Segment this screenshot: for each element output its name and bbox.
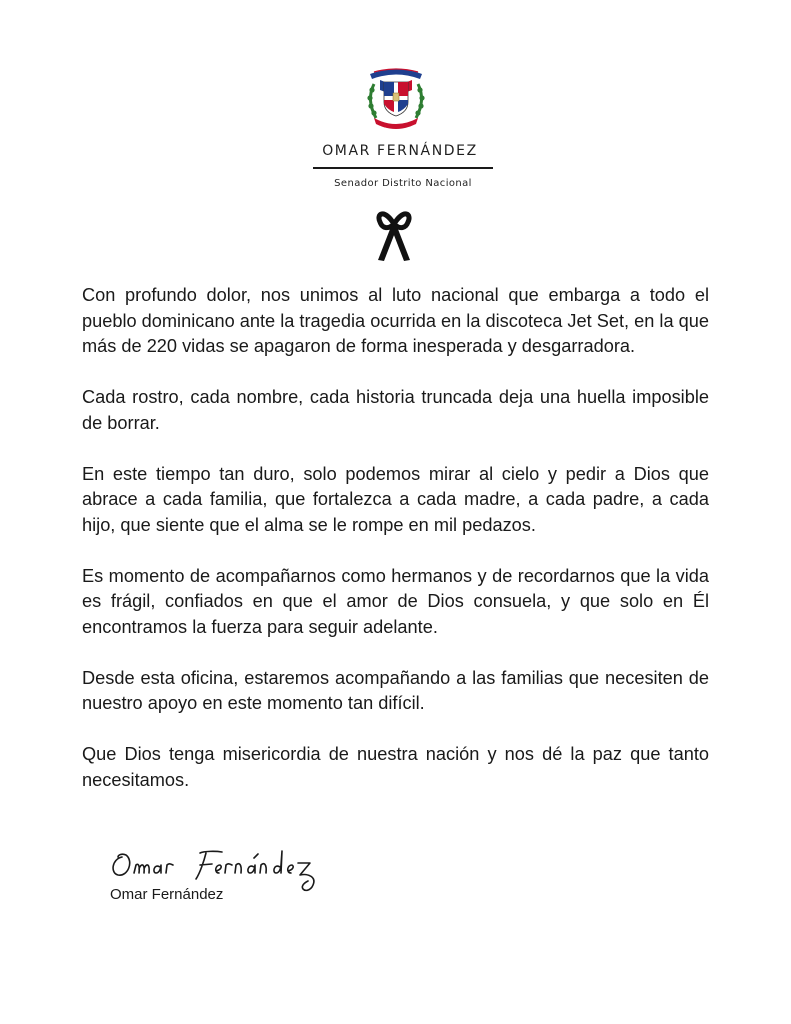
letterhead-divider	[313, 167, 493, 169]
letterhead-name: OMAR FERNÁNDEZ	[322, 143, 478, 159]
black-ribbon-icon	[372, 204, 416, 264]
paragraph: Es momento de acompañarnos como hermanos y de recordarnos que la vida es frágil, confiados en que el amor de Dios consuela, y que solo en Él encontramos la fuerza para seguir adelante.	[82, 565, 709, 637]
letterhead-title: Senador Distrito Nacional	[334, 178, 472, 189]
paragraph: Con profundo dolor, nos unimos al luto nacional que embarga a todo el pueblo dominicano ante la tragedia ocurrida en la discoteca Jet Set, en la que más de 220 vidas se apagaron de forma inesperada y desgarradora.	[82, 285, 709, 356]
coat-of-arms-icon	[360, 60, 432, 132]
signer-name: Omar Fernández	[110, 886, 224, 903]
paragraph: En este tiempo tan duro, solo podemos mirar al cielo y pedir a Dios que abrace a cada familia, que fortalezca a cada madre, a cada padre, a cada hijo, que siente que el alma se le rompe en mil pedazos.	[82, 463, 709, 535]
paragraph: Cada rostro, cada nombre, cada historia truncada deja una huella imposible de borrar.	[82, 387, 709, 433]
paragraph: Desde esta oficina, estaremos acompañando a las familias que necesiten de nuestro apoyo en este momento tan difícil.	[82, 667, 709, 713]
letter-body	[82, 283, 709, 793]
paragraph: Que Dios tenga misericordia de nuestra nación y nos dé la paz que tanto necesitamos.	[82, 744, 709, 790]
